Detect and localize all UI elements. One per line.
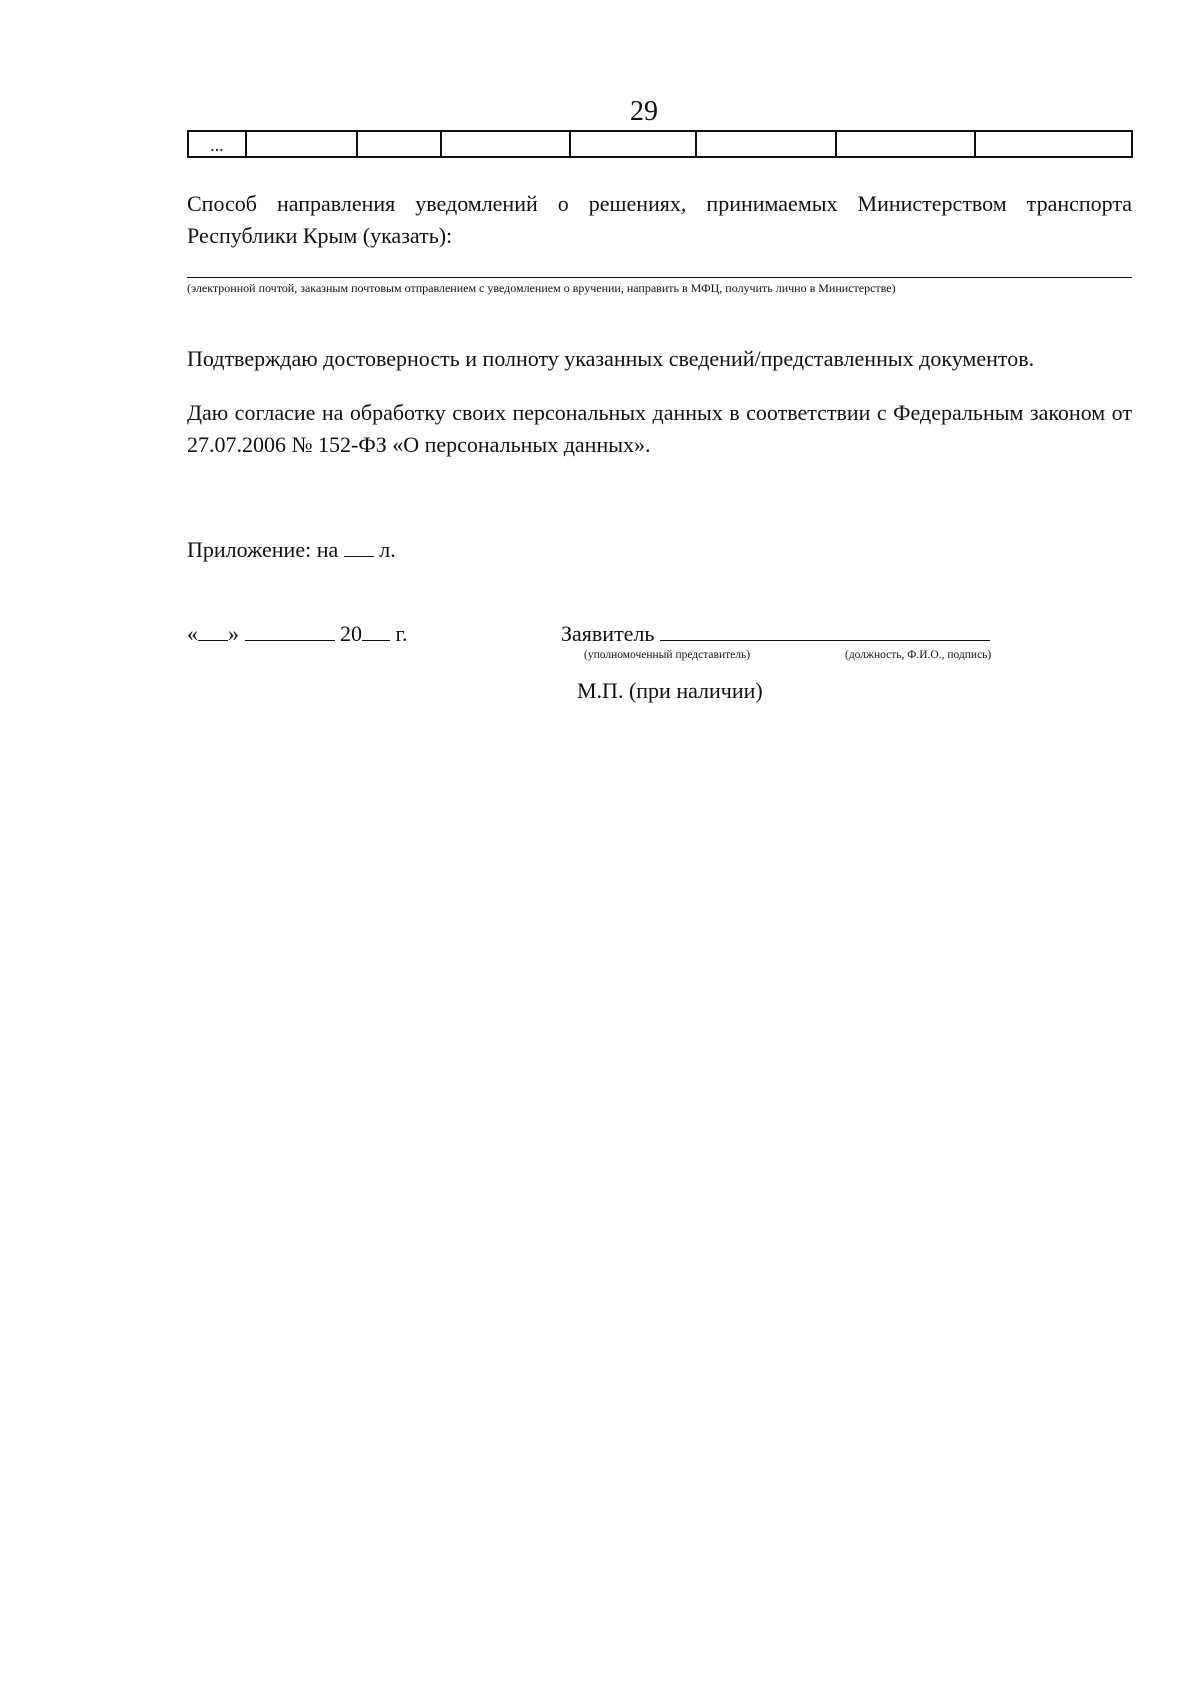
table-row bbox=[187, 130, 1133, 158]
table-cell bbox=[442, 132, 571, 156]
table-cell bbox=[697, 132, 837, 156]
date-line bbox=[187, 618, 408, 650]
notification-method-hint: (электронной почтой, заказным почтовым отправлением с уведомлением о вручении, направить в МФЦ, получить лично в Министерстве) bbox=[187, 281, 896, 295]
attachment-prefix: Приложение: на bbox=[187, 537, 339, 562]
date-year-blank bbox=[362, 618, 390, 641]
date-year-prefix: 20 bbox=[340, 621, 362, 646]
date-close-quote: » bbox=[228, 621, 239, 646]
applicant-line bbox=[561, 618, 990, 650]
table-cell bbox=[358, 132, 442, 156]
date-year-suffix: г. bbox=[395, 621, 408, 646]
applicant-representative-hint: (уполномоченный представитель) bbox=[584, 649, 751, 661]
consent-text: Даю согласие на обработку своих персональных данных в соответствии с Федеральным законом от 27.07.2006 № 152-ФЗ «О персональных данных». bbox=[187, 400, 1132, 457]
date-open-quote: « bbox=[187, 621, 198, 646]
notification-method-blank-line bbox=[187, 277, 1132, 278]
applicant-position-hint: (должность, Ф.И.О., подпись) bbox=[845, 649, 992, 661]
page-number: 29 bbox=[630, 96, 658, 127]
applicant-signature-blank bbox=[660, 618, 990, 641]
notification-method-text: Способ направления уведомлений о решениях, принимаемых Министерством транспорта Республики Крым (указать): bbox=[187, 191, 1132, 248]
stamp-label: М.П. (при наличии) bbox=[577, 678, 763, 703]
table-cell bbox=[571, 132, 696, 156]
attachment-line bbox=[187, 534, 1132, 566]
attachment-pages-blank bbox=[344, 534, 374, 557]
table-cell bbox=[837, 132, 975, 156]
table-cell-ellipsis: ... bbox=[189, 132, 247, 156]
confirmation-text: Подтверждаю достоверность и полноту указанных сведений/представленных документов. bbox=[187, 346, 1035, 371]
applicant-label: Заявитель bbox=[561, 621, 655, 646]
date-month-blank bbox=[245, 618, 335, 641]
table-cell bbox=[976, 132, 1131, 156]
date-day-blank bbox=[198, 618, 228, 641]
table-cell bbox=[247, 132, 359, 156]
attachment-suffix: л. bbox=[379, 537, 396, 562]
